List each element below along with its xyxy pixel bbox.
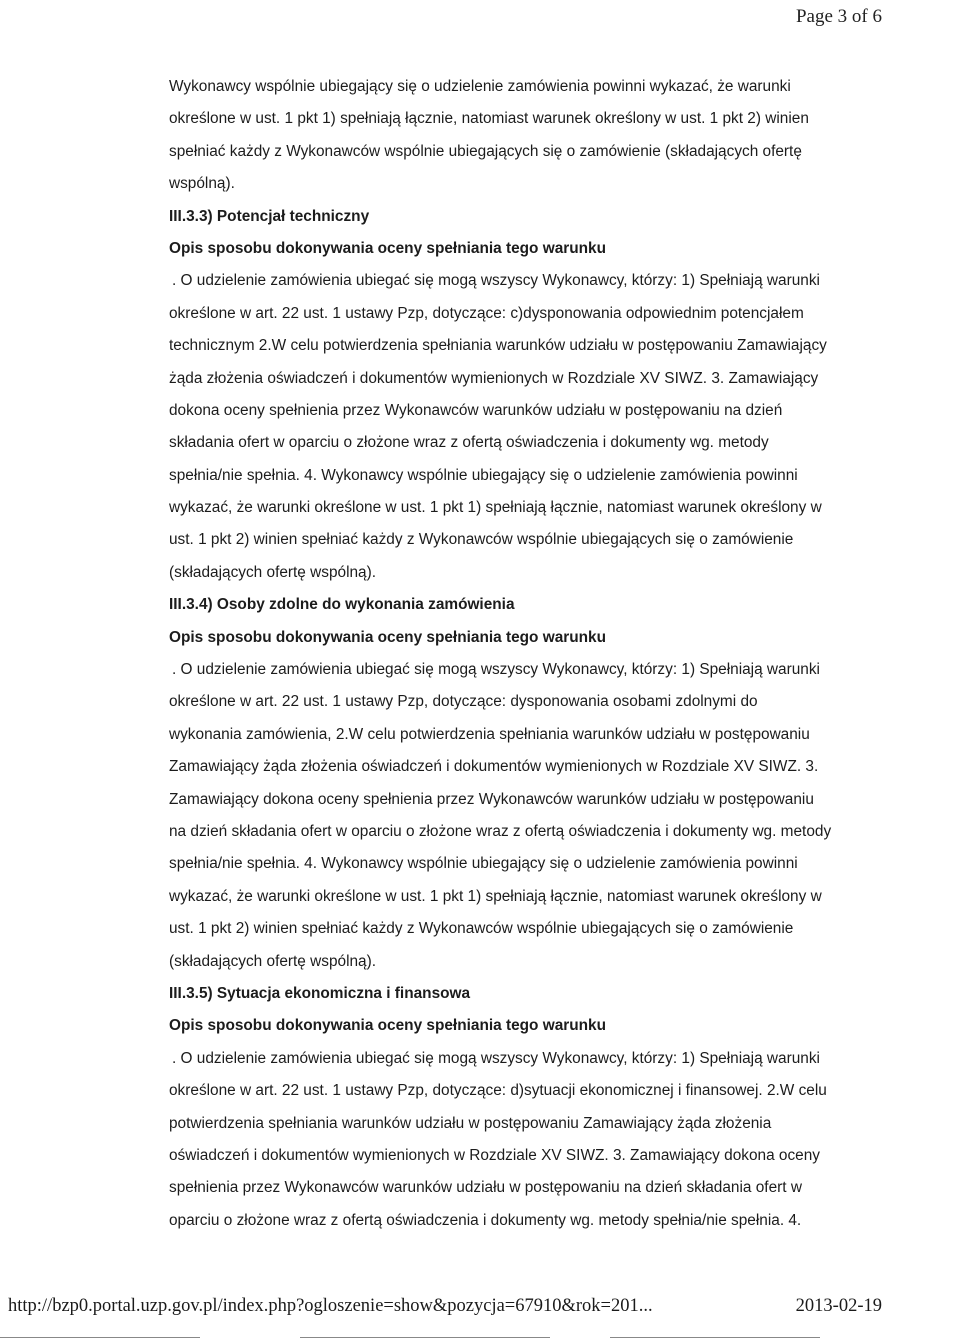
text-line: . O udzielenie zamówienia ubiegać się mogą wszyscy Wykonawcy, którzy: 1) Spełniają warunki (172, 1049, 820, 1067)
text-line: potwierdzenia spełniania warunków udziału w postępowaniu Zamawiający żąda złożenia (169, 1114, 772, 1132)
page-number: Page 3 of 6 (795, 6, 882, 27)
text-line: żąda złożenia oświadczeń i dokumentów wymienionych w Rozdziale XV SIWZ. 3. Zamawiający (169, 369, 819, 387)
text-line: Wykonawcy wspólnie ubiegający się o udzielenie zamówienia powinni wykazać, że warunki (169, 78, 791, 95)
text-line: wykazać, że warunki określone w ust. 1 pkt 1) spełniają łącznie, natomiast warunek określony w (169, 499, 822, 517)
section-heading: Opis sposobu dokonywania oceny spełniania tego warunku (169, 628, 607, 646)
text-line: technicznym 2.W celu potwierdzenia spełniania warunków udziału w postępowaniu Zamawiający (169, 337, 827, 355)
section-heading: Opis sposobu dokonywania oceny spełniania tego warunku (169, 239, 607, 257)
text-line: . O udzielenie zamówienia ubiegać się mogą wszyscy Wykonawcy, którzy: 1) Spełniają warunki (172, 272, 820, 290)
text-line: na dzień składania ofert w oparciu o złożone wraz z ofertą oświadczenia i dokumenty wg. metody (169, 822, 832, 840)
section-heading: Opis sposobu dokonywania oceny spełniania tego warunku (169, 1017, 607, 1035)
footer-date: 2013-02-19 (795, 1296, 882, 1316)
text-line: Zamawiający dokona oceny spełnienia przez Wykonawców warunków udziału w postępowaniu (169, 790, 814, 808)
text-line: oświadczeń i dokumentów wymienionych w Rozdziale XV SIWZ. 3. Zamawiający dokona oceny (169, 1146, 820, 1164)
text-line: określone w ust. 1 pkt 1) spełniają łącznie, natomiast warunek określony w ust. 1 pkt 2) winien (169, 110, 809, 128)
text-line: składania ofert w oparciu o złożone wraz z ofertą oświadczenia i dokumenty wg. metody (169, 434, 769, 452)
section-heading: III.3.3) Potencjał techniczny (169, 207, 370, 225)
footer-rule-middle (300, 1337, 550, 1338)
section-heading: III.3.5) Sytuacja ekonomiczna i finansowa (169, 984, 471, 1002)
text-line: wykazać, że warunki określone w ust. 1 pkt 1) spełniają łącznie, natomiast warunek określony w (169, 887, 822, 905)
text-line: (składających ofertę wspólną). (169, 563, 377, 581)
text-line: spełnia/nie spełnia. 4. Wykonawcy wspólnie ubiegający się o udzielenie zamówienia powinni (169, 466, 798, 484)
text-line: Zamawiający żąda złożenia oświadczeń i dokumentów wymienionych w Rozdziale XV SIWZ. 3. (169, 758, 819, 776)
document-body (169, 71, 881, 1237)
footer-url: http://bzp0.portal.uzp.gov.pl/index.php?ogloszenie=show&pozycja=67910&rok=201... (8, 1296, 653, 1316)
text-line: spełnienia przez Wykonawców warunków udziału w postępowaniu na dzień składania ofert w (169, 1179, 802, 1197)
text-line: spełnia/nie spełnia. 4. Wykonawcy wspólnie ubiegający się o udzielenie zamówienia powinni (169, 855, 798, 873)
text-line: określone w art. 22 ust. 1 ustawy Pzp, dotyczące: dysponowania osobami zdolnymi do (169, 693, 758, 711)
text-line: spełniać każdy z Wykonawców wspólnie ubiegających się o zamówienie (składających ofertę (169, 142, 802, 160)
text-line: określone w art. 22 ust. 1 ustawy Pzp, dotyczące: d)sytuacji ekonomicznej i finansowej. 2.W celu (169, 1082, 827, 1100)
section-heading: III.3.4) Osoby zdolne do wykonania zamówienia (169, 596, 515, 614)
footer-rule-right (610, 1337, 820, 1338)
text-line: ust. 1 pkt 2) winien spełniać każdy z Wykonawców wspólnie ubiegających się o zamówienie (169, 531, 794, 549)
text-line: wykonania zamówienia, 2.W celu potwierdzenia spełniania warunków udziału w postępowaniu (169, 725, 810, 743)
text-line: dokona oceny spełnienia przez Wykonawców warunków udziału w postępowaniu na dzień (169, 401, 783, 419)
text-line: określone w art. 22 ust. 1 ustawy Pzp, dotyczące: c)dysponowania odpowiednim potencjałem (169, 304, 804, 322)
text-line: . O udzielenie zamówienia ubiegać się mogą wszyscy Wykonawcy, którzy: 1) Spełniają warunki (172, 661, 820, 679)
text-line: oparciu o złożone wraz z ofertą oświadczenia i dokumenty wg. metody spełnia/nie spełnia. 4. (169, 1211, 802, 1229)
text-line: (składających ofertę wspólną). (169, 952, 377, 970)
text-line: wspólną). (169, 175, 235, 193)
footer-rule-left (0, 1337, 200, 1338)
text-line: ust. 1 pkt 2) winien spełniać każdy z Wykonawców wspólnie ubiegających się o zamówienie (169, 920, 794, 938)
